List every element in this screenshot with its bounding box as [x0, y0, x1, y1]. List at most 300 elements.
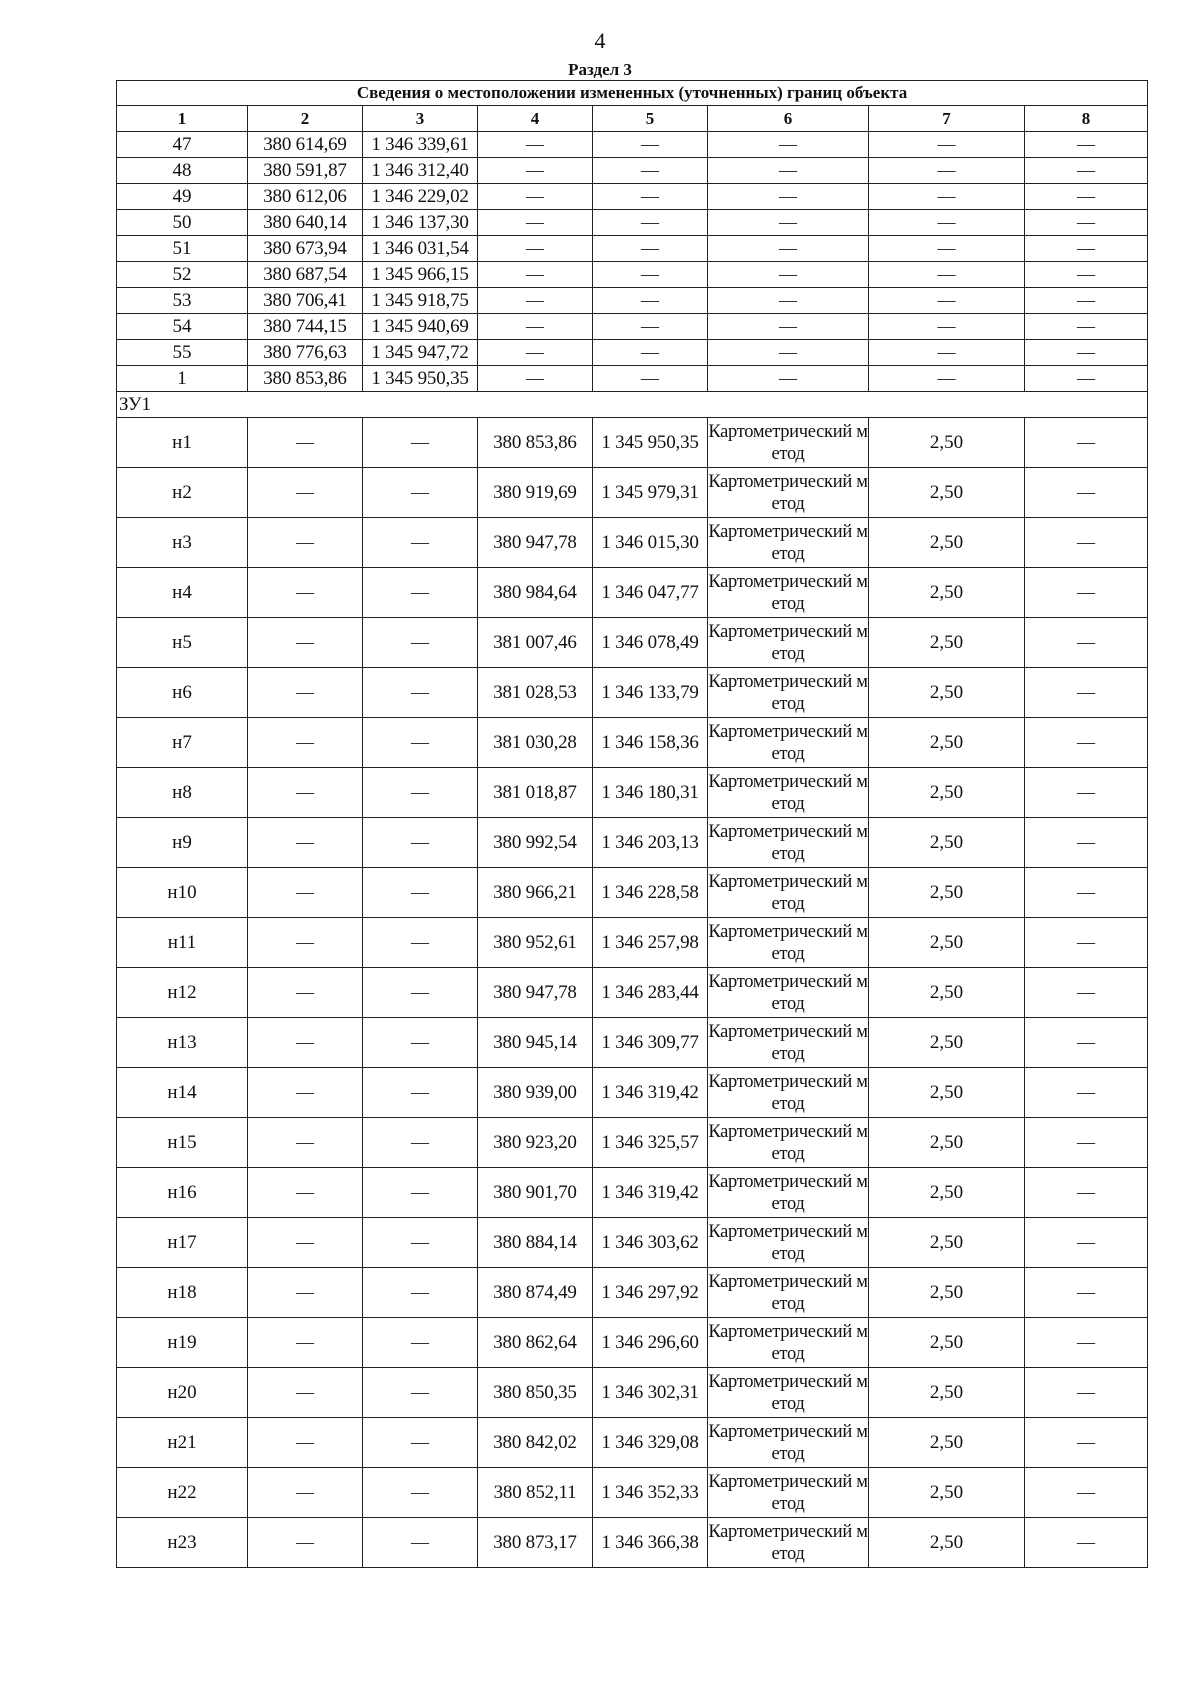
table-cell: — — [1025, 1068, 1148, 1118]
table-row — [117, 1318, 1148, 1368]
table-cell: 2,50 — [869, 818, 1025, 868]
method-cell: Картометрический метод — [708, 668, 869, 718]
table-cell: 1 346 257,98 — [593, 918, 708, 968]
table-cell: 2,50 — [869, 568, 1025, 618]
table-cell: н22 — [117, 1468, 248, 1518]
column-header: 5 — [593, 106, 708, 132]
table-cell: 1 346 031,54 — [363, 236, 478, 262]
table-cell: 380 947,78 — [478, 518, 593, 568]
table-row — [117, 1518, 1148, 1568]
table-cell: — — [363, 1118, 478, 1168]
table-cell: — — [1025, 868, 1148, 918]
table-row — [117, 1218, 1148, 1268]
table-row — [117, 918, 1148, 968]
table-cell: — — [363, 1068, 478, 1118]
table-cell: 2,50 — [869, 718, 1025, 768]
table-cell: — — [478, 288, 593, 314]
table-cell: — — [478, 314, 593, 340]
table-cell: — — [1025, 1118, 1148, 1168]
column-header: 2 — [248, 106, 363, 132]
table-cell: — — [248, 468, 363, 518]
table-cell: — — [363, 518, 478, 568]
table-cell: — — [248, 618, 363, 668]
section-title: Раздел 3 — [568, 60, 632, 79]
method-cell: Картометрический метод — [708, 1368, 869, 1418]
table-cell: н10 — [117, 868, 248, 918]
table-cell: 1 345 950,35 — [363, 366, 478, 392]
table-cell: 380 862,64 — [478, 1318, 593, 1368]
table-cell: — — [1025, 718, 1148, 768]
table-cell: — — [478, 158, 593, 184]
method-cell: Картометрический метод — [708, 518, 869, 568]
table-row — [117, 1168, 1148, 1218]
column-header: 1 — [117, 106, 248, 132]
table-row — [117, 158, 1148, 184]
table-cell: — — [593, 236, 708, 262]
table-cell: 380 919,69 — [478, 468, 593, 518]
method-cell: Картометрический метод — [708, 868, 869, 918]
table-cell: 1 346 297,92 — [593, 1268, 708, 1318]
table-cell: 2,50 — [869, 968, 1025, 1018]
table-row — [117, 818, 1148, 868]
table-cell: — — [1025, 968, 1148, 1018]
table-cell: — — [248, 1368, 363, 1418]
table-cell: 2,50 — [869, 768, 1025, 818]
method-cell: Картометрический метод — [708, 1018, 869, 1068]
table-row — [117, 210, 1148, 236]
table-cell: 2,50 — [869, 1068, 1025, 1118]
table-cell: — — [1025, 668, 1148, 718]
table-row — [117, 132, 1148, 158]
table-cell: н23 — [117, 1518, 248, 1568]
table-cell: 2,50 — [869, 1518, 1025, 1568]
table-cell: 2,50 — [869, 1418, 1025, 1468]
column-header: 8 — [1025, 106, 1148, 132]
table-cell: — — [869, 340, 1025, 366]
table-cell: — — [478, 340, 593, 366]
table-cell: — — [248, 1168, 363, 1218]
table-cell: 2,50 — [869, 1318, 1025, 1368]
method-cell: Картометрический метод — [708, 1468, 869, 1518]
table-cell: 380 884,14 — [478, 1218, 593, 1268]
table-cell: 1 345 918,75 — [363, 288, 478, 314]
table-cell: 2,50 — [869, 618, 1025, 668]
table-cell: 1 346 158,36 — [593, 718, 708, 768]
table-cell: — — [1025, 1468, 1148, 1518]
table-cell: 380 850,35 — [478, 1368, 593, 1418]
table-cell: 1 346 078,49 — [593, 618, 708, 668]
table-cell: 380 591,87 — [248, 158, 363, 184]
table-cell: 1 346 137,30 — [363, 210, 478, 236]
table-cell: н1 — [117, 418, 248, 468]
table-cell: 1 346 352,33 — [593, 1468, 708, 1518]
table-cell: — — [708, 132, 869, 158]
table-cell: — — [869, 314, 1025, 340]
table-cell: — — [248, 1518, 363, 1568]
table-row — [117, 1468, 1148, 1518]
table-cell: — — [1025, 288, 1148, 314]
table-cell: — — [248, 518, 363, 568]
column-header: 3 — [363, 106, 478, 132]
table-cell: 380 687,54 — [248, 262, 363, 288]
table-row — [117, 468, 1148, 518]
table-cell: — — [1025, 262, 1148, 288]
table-row — [117, 1268, 1148, 1318]
table-cell: н2 — [117, 468, 248, 518]
table-cell: н4 — [117, 568, 248, 618]
table-cell: — — [708, 288, 869, 314]
table-cell: 1 346 309,77 — [593, 1018, 708, 1068]
table-cell: 1 346 203,13 — [593, 818, 708, 868]
table-cell: 380 966,21 — [478, 868, 593, 918]
boundary-table — [116, 80, 1148, 1568]
table-cell: 1 346 366,38 — [593, 1518, 708, 1568]
table-cell: — — [363, 468, 478, 518]
table-cell: — — [708, 340, 869, 366]
table-cell: н20 — [117, 1368, 248, 1418]
table-cell: 53 — [117, 288, 248, 314]
table-cell: 1 345 940,69 — [363, 314, 478, 340]
method-cell: Картометрический метод — [708, 1318, 869, 1368]
table-cell: н7 — [117, 718, 248, 768]
table-cell: — — [248, 568, 363, 618]
table-cell: 2,50 — [869, 1468, 1025, 1518]
table-row — [117, 262, 1148, 288]
table-cell: 1 346 325,57 — [593, 1118, 708, 1168]
table-row — [117, 340, 1148, 366]
table-row — [117, 968, 1148, 1018]
method-cell: Картометрический метод — [708, 1168, 869, 1218]
table-cell: — — [363, 1368, 478, 1418]
table-cell: — — [869, 236, 1025, 262]
table-cell: 380 842,02 — [478, 1418, 593, 1468]
table-row — [117, 718, 1148, 768]
table-cell: — — [248, 668, 363, 718]
table-cell: — — [1025, 236, 1148, 262]
table-cell: — — [478, 184, 593, 210]
table-cell: 381 007,46 — [478, 618, 593, 668]
table-cell: 380 923,20 — [478, 1118, 593, 1168]
table-cell: 1 345 947,72 — [363, 340, 478, 366]
table-cell: н8 — [117, 768, 248, 818]
table-cell: н21 — [117, 1418, 248, 1468]
table-row — [117, 288, 1148, 314]
table-cell: 55 — [117, 340, 248, 366]
table-cell: — — [248, 418, 363, 468]
subsection-label: ЗУ1 — [117, 392, 1148, 418]
table-cell: 1 345 979,31 — [593, 468, 708, 518]
table-cell: — — [1025, 366, 1148, 392]
table-cell: — — [1025, 918, 1148, 968]
table-cell: — — [248, 818, 363, 868]
table-cell: н13 — [117, 1018, 248, 1068]
table-cell: 2,50 — [869, 518, 1025, 568]
table-cell: — — [248, 1418, 363, 1468]
table-cell: — — [248, 1468, 363, 1518]
table-cell: 380 706,41 — [248, 288, 363, 314]
table-cell: — — [1025, 818, 1148, 868]
table-cell: — — [248, 718, 363, 768]
table-cell: — — [363, 918, 478, 968]
method-cell: Картометрический метод — [708, 1518, 869, 1568]
table-cell: н14 — [117, 1068, 248, 1118]
table-row — [117, 1118, 1148, 1168]
method-cell: Картометрический метод — [708, 768, 869, 818]
table-cell: — — [1025, 1418, 1148, 1468]
table-cell: — — [363, 1018, 478, 1068]
table-cell: 1 — [117, 366, 248, 392]
table-cell: 2,50 — [869, 468, 1025, 518]
table-cell: — — [593, 288, 708, 314]
table-cell: н16 — [117, 1168, 248, 1218]
table-cell: — — [1025, 340, 1148, 366]
table-cell: 2,50 — [869, 868, 1025, 918]
table-cell: — — [869, 158, 1025, 184]
table-cell: — — [1025, 518, 1148, 568]
table-cell: н9 — [117, 818, 248, 868]
table-cell: н15 — [117, 1118, 248, 1168]
table-cell: — — [593, 184, 708, 210]
table-cell: — — [708, 366, 869, 392]
table-cell: — — [1025, 1218, 1148, 1268]
column-header-row — [117, 106, 1148, 132]
table-row — [117, 518, 1148, 568]
table-cell: 380 901,70 — [478, 1168, 593, 1218]
table-cell: — — [708, 158, 869, 184]
table-cell: 380 952,61 — [478, 918, 593, 968]
table-cell: 1 346 228,58 — [593, 868, 708, 918]
table-cell: — — [363, 1168, 478, 1218]
table-cell: — — [593, 314, 708, 340]
table-cell: н19 — [117, 1318, 248, 1368]
table-cell: 1 346 302,31 — [593, 1368, 708, 1418]
table-cell: 2,50 — [869, 1168, 1025, 1218]
column-header: 6 — [708, 106, 869, 132]
table-cell: н11 — [117, 918, 248, 968]
table-cell: — — [478, 262, 593, 288]
table-cell: 1 346 180,31 — [593, 768, 708, 818]
table-row — [117, 314, 1148, 340]
table-row — [117, 768, 1148, 818]
table-cell: — — [1025, 314, 1148, 340]
table-cell: 2,50 — [869, 418, 1025, 468]
table-cell: 1 345 966,15 — [363, 262, 478, 288]
table-row — [117, 236, 1148, 262]
table-cell: — — [869, 210, 1025, 236]
table-cell: — — [248, 868, 363, 918]
table-cell: — — [1025, 158, 1148, 184]
table-row — [117, 184, 1148, 210]
table-row — [117, 568, 1148, 618]
method-cell: Картометрический метод — [708, 1068, 869, 1118]
table-cell: 1 346 229,02 — [363, 184, 478, 210]
column-header: 7 — [869, 106, 1025, 132]
table-cell: 380 853,86 — [248, 366, 363, 392]
table-title-row — [117, 81, 1148, 106]
table-cell: — — [478, 210, 593, 236]
table-cell: 2,50 — [869, 1018, 1025, 1068]
table-cell: н5 — [117, 618, 248, 668]
table-cell: 380 939,00 — [478, 1068, 593, 1118]
table-cell: 381 018,87 — [478, 768, 593, 818]
table-cell: — — [708, 184, 869, 210]
table-cell: — — [869, 288, 1025, 314]
table-row — [117, 1368, 1148, 1418]
table-row — [117, 668, 1148, 718]
table-cell: — — [593, 262, 708, 288]
table-cell: 2,50 — [869, 1118, 1025, 1168]
table-cell: — — [363, 568, 478, 618]
table-cell: н12 — [117, 968, 248, 1018]
table-cell: 1 346 133,79 — [593, 668, 708, 718]
table-cell: — — [708, 236, 869, 262]
table-cell: — — [363, 718, 478, 768]
table-cell: — — [248, 768, 363, 818]
table-row — [117, 366, 1148, 392]
table-cell: 2,50 — [869, 668, 1025, 718]
table-cell: 1 346 296,60 — [593, 1318, 708, 1368]
table-cell: 51 — [117, 236, 248, 262]
table-cell: — — [708, 314, 869, 340]
table-cell: — — [248, 1218, 363, 1268]
method-cell: Картометрический метод — [708, 1418, 869, 1468]
method-cell: Картометрический метод — [708, 418, 869, 468]
table-cell: — — [593, 210, 708, 236]
table-cell: — — [363, 968, 478, 1018]
table-row — [117, 1018, 1148, 1068]
table-cell: 380 984,64 — [478, 568, 593, 618]
table-cell: — — [869, 262, 1025, 288]
table-cell: 54 — [117, 314, 248, 340]
table-cell: — — [1025, 1518, 1148, 1568]
method-cell: Картометрический метод — [708, 568, 869, 618]
table-cell: — — [363, 1218, 478, 1268]
table-cell: — — [593, 366, 708, 392]
table-cell: — — [363, 868, 478, 918]
page-number: 4 — [594, 28, 606, 53]
table-cell: — — [1025, 568, 1148, 618]
table-cell: 49 — [117, 184, 248, 210]
table-cell: 2,50 — [869, 1218, 1025, 1268]
table-cell: 1 346 329,08 — [593, 1418, 708, 1468]
table-row — [117, 418, 1148, 468]
table-cell: — — [1025, 210, 1148, 236]
table-cell: 380 873,17 — [478, 1518, 593, 1568]
method-cell: Картометрический метод — [708, 968, 869, 1018]
method-cell: Картометрический метод — [708, 468, 869, 518]
table-cell: — — [593, 158, 708, 184]
table-cell: 380 992,54 — [478, 818, 593, 868]
table-cell: — — [248, 1018, 363, 1068]
table-cell: 380 776,63 — [248, 340, 363, 366]
table-cell: н18 — [117, 1268, 248, 1318]
table-cell: — — [1025, 1268, 1148, 1318]
table-row — [117, 868, 1148, 918]
table-row — [117, 1418, 1148, 1468]
method-cell: Картометрический метод — [708, 718, 869, 768]
table-cell: — — [869, 366, 1025, 392]
table-cell: 380 945,14 — [478, 1018, 593, 1068]
table-cell: 380 614,69 — [248, 132, 363, 158]
table-cell: 380 640,14 — [248, 210, 363, 236]
table-cell: — — [363, 1268, 478, 1318]
table-cell: — — [593, 340, 708, 366]
table-cell: — — [1025, 1168, 1148, 1218]
table-cell: — — [1025, 1318, 1148, 1368]
table-cell: — — [869, 132, 1025, 158]
method-cell: Картометрический метод — [708, 1268, 869, 1318]
table-cell: 1 346 339,61 — [363, 132, 478, 158]
table-cell: — — [363, 1318, 478, 1368]
table-cell: 48 — [117, 158, 248, 184]
table-title: Сведения о местоположении измененных (уточненных) границ объекта — [117, 81, 1148, 106]
table-cell: 1 345 950,35 — [593, 418, 708, 468]
table-cell: 381 030,28 — [478, 718, 593, 768]
table-cell: н3 — [117, 518, 248, 568]
method-cell: Картометрический метод — [708, 1218, 869, 1268]
table-cell: 380 874,49 — [478, 1268, 593, 1318]
table-cell: н17 — [117, 1218, 248, 1268]
method-cell: Картометрический метод — [708, 618, 869, 668]
table-cell: 380 673,94 — [248, 236, 363, 262]
table-cell: 50 — [117, 210, 248, 236]
table-cell: 52 — [117, 262, 248, 288]
table-cell: 47 — [117, 132, 248, 158]
table-cell: — — [1025, 132, 1148, 158]
table-cell: — — [708, 210, 869, 236]
table-cell: — — [248, 1318, 363, 1368]
table-cell: — — [248, 1118, 363, 1168]
table-cell: н6 — [117, 668, 248, 718]
table-cell: — — [1025, 618, 1148, 668]
table-cell: — — [363, 668, 478, 718]
table-cell: 380 947,78 — [478, 968, 593, 1018]
table-cell: 380 853,86 — [478, 418, 593, 468]
table-cell: — — [363, 768, 478, 818]
table-cell: — — [363, 618, 478, 668]
table-cell: — — [708, 262, 869, 288]
table-row — [117, 1068, 1148, 1118]
method-cell: Картометрический метод — [708, 1118, 869, 1168]
table-cell: 1 346 303,62 — [593, 1218, 708, 1268]
table-cell: 1 346 312,40 — [363, 158, 478, 184]
table-cell: — — [869, 184, 1025, 210]
table-cell: 2,50 — [869, 918, 1025, 968]
table-row — [117, 618, 1148, 668]
table-cell: — — [1025, 418, 1148, 468]
table-cell: 380 852,11 — [478, 1468, 593, 1518]
table-cell: — — [478, 236, 593, 262]
table-cell: 2,50 — [869, 1368, 1025, 1418]
table-cell: — — [1025, 1368, 1148, 1418]
table-cell: 1 346 319,42 — [593, 1168, 708, 1218]
table-cell: 1 346 319,42 — [593, 1068, 708, 1118]
subsection-row — [117, 392, 1148, 418]
method-cell: Картометрический метод — [708, 918, 869, 968]
table-cell: — — [1025, 768, 1148, 818]
table-cell: — — [478, 132, 593, 158]
table-cell: — — [1025, 184, 1148, 210]
table-cell: 1 346 047,77 — [593, 568, 708, 618]
method-cell: Картометрический метод — [708, 818, 869, 868]
table-cell: 380 744,15 — [248, 314, 363, 340]
table-cell: 1 346 015,30 — [593, 518, 708, 568]
table-cell: — — [248, 918, 363, 968]
table-cell: — — [363, 1518, 478, 1568]
column-header: 4 — [478, 106, 593, 132]
table-cell: — — [248, 1068, 363, 1118]
table-cell: 2,50 — [869, 1268, 1025, 1318]
